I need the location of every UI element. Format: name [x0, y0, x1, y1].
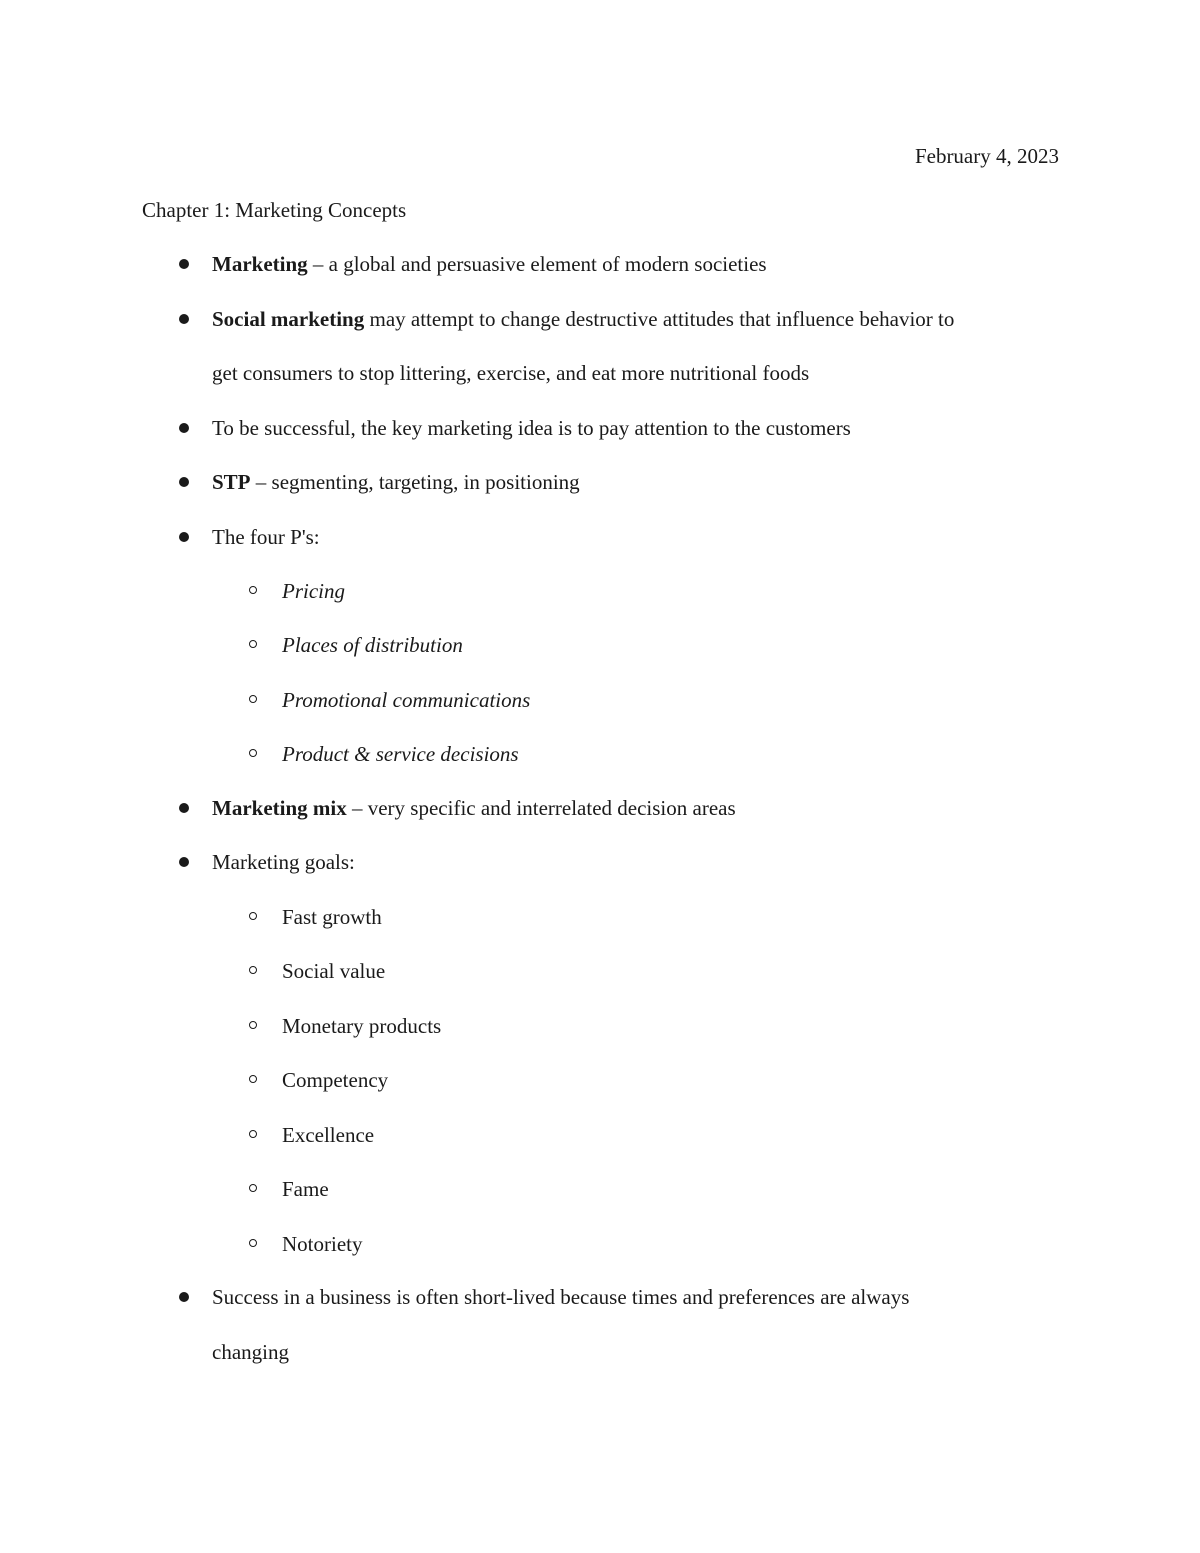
sub-bullet-circle-icon	[249, 640, 257, 648]
bullet-dot-icon	[179, 477, 189, 487]
term-social-marketing: Social marketing	[212, 307, 365, 331]
sub-item-social-value: Social value	[282, 959, 386, 983]
definition-stp: – segmenting, targeting, in positioning	[250, 470, 580, 494]
bullet-dot-icon	[179, 1292, 189, 1302]
sub-bullet-circle-icon	[249, 1021, 257, 1029]
list-item-marketing-goals: Marketing goals:	[212, 850, 355, 874]
sub-bullet-circle-icon	[249, 912, 257, 920]
definition-marketing: – a global and persuasive element of modern societies	[307, 252, 767, 276]
list-item-short-lived: Success in a business is often short-lived because times and preferences are always	[212, 1285, 910, 1309]
sub-item-pricing: Pricing	[282, 579, 345, 603]
bullet-dot-icon	[179, 259, 189, 269]
sub-bullet-circle-icon	[249, 1184, 257, 1192]
short-lived-line2: changing	[212, 1340, 289, 1364]
sub-bullet-circle-icon	[249, 1075, 257, 1083]
list-item-marketing	[212, 250, 767, 278]
bullet-dot-icon	[179, 314, 189, 324]
list-item-stp	[212, 468, 580, 496]
sub-bullet-circle-icon	[249, 1130, 257, 1138]
list-item-success-key: To be successful, the key marketing idea is to pay attention to the customers	[212, 416, 851, 440]
sub-item-promotional: Promotional communications	[282, 688, 531, 712]
sub-item-fame: Fame	[282, 1177, 329, 1201]
definition-marketing-mix: – very specific and interrelated decision areas	[346, 796, 736, 820]
sub-item-places: Places of distribution	[282, 633, 463, 657]
sub-item-competency: Competency	[282, 1068, 389, 1092]
bullet-dot-icon	[179, 423, 189, 433]
term-marketing-mix: Marketing mix	[212, 796, 347, 820]
term-marketing: Marketing	[212, 252, 308, 276]
term-stp: STP	[212, 470, 251, 494]
bullet-dot-icon	[179, 532, 189, 542]
sub-bullet-circle-icon	[249, 966, 257, 974]
document-date: February 4, 2023	[914, 144, 1059, 168]
sub-item-product: Product & service decisions	[282, 742, 519, 766]
sub-bullet-circle-icon	[249, 586, 257, 594]
list-item-marketing-mix	[212, 794, 736, 822]
list-item-social-marketing	[212, 305, 954, 333]
list-item-four-ps: The four P's:	[212, 525, 320, 549]
social-marketing-line1: may attempt to change destructive attitudes that influence behavior to	[364, 307, 955, 331]
bullet-dot-icon	[179, 803, 189, 813]
sub-bullet-circle-icon	[249, 695, 257, 703]
social-marketing-line2: get consumers to stop littering, exercise, and eat more nutritional foods	[212, 361, 810, 385]
bullet-dot-icon	[179, 857, 189, 867]
chapter-title: Chapter 1: Marketing Concepts	[142, 198, 407, 222]
sub-item-excellence: Excellence	[282, 1123, 375, 1147]
sub-item-fast-growth: Fast growth	[282, 905, 382, 929]
sub-bullet-circle-icon	[249, 1239, 257, 1247]
sub-bullet-circle-icon	[249, 749, 257, 757]
sub-item-monetary-products: Monetary products	[282, 1014, 442, 1038]
sub-item-notoriety: Notoriety	[282, 1232, 363, 1256]
